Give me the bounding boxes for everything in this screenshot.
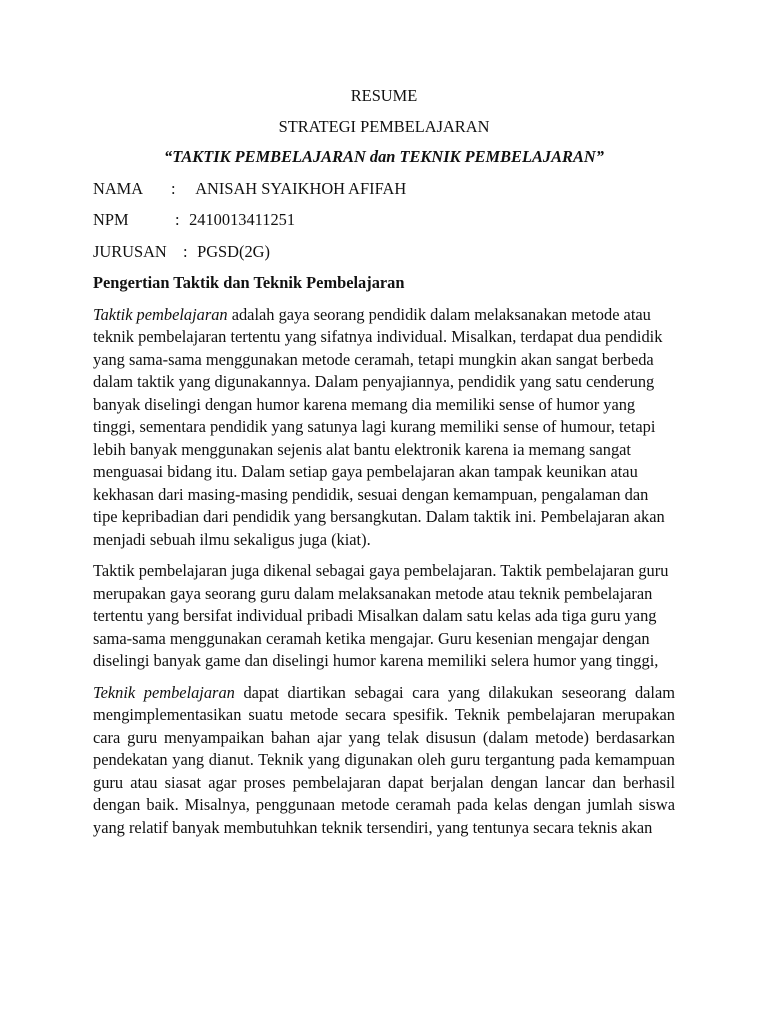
field-nama-sep: : [171,178,176,198]
field-jurusan [93,241,675,264]
field-nama-value: ANISAH SYAIKHOH AFIFAH [192,178,407,198]
document-body [93,85,675,848]
doc-title-topic: “TAKTIK PEMBELAJARAN dan TEKNIK PEMBELAJARAN” [164,147,604,166]
paragraph-taktik-term: Taktik pembelajaran [93,304,228,324]
field-npm-sep: : [175,210,180,229]
doc-title-course: STRATEGI PEMBELAJARAN [278,116,490,136]
field-jurusan-sep: : [183,241,188,261]
field-npm-label: NPM [93,210,129,229]
field-npm [93,209,675,232]
doc-title-resume: RESUME [350,86,418,105]
paragraph-taktik-text: adalah gaya seorang pendidik dalam melaksanakan metode atau teknik pembelajaran tertentu yang sifatnya individual. Misalkan, terdapat dua pendidik yang sama-sama menggunakan metode ceramah, tetapi mungkin akan sangat berbeda dalam taktik yang digunakannya. Dalam penyajiannya, pendidik yang satu cenderung banyak diselingi dengan humor karena memang dia memiliki sense of humor yang tinggi, sementara pendidik yang satunya lagi kurang memiliki sense of humour, tetapi lebih banyak menggunakan sejenis alat bantu elektronik karena ia memang sangat menguasai bidang itu. Dalam setiap gaya pembelajaran akan tampak keunikan atau kekhasan dari masing-masing pendidik, sesuai dengan kemampuan, pengalaman dan tipe kepribadian dari pendidik yang bersangkutan. Dalam taktik ini. Pembelajaran akan menjadi sebuah ilmu sekaligus juga (kiat). [93,304,665,549]
paragraph-teknik-term: Teknik pembelajaran [93,682,235,702]
field-jurusan-value: PGSD(2G) [193,241,270,261]
section-heading: Pengertian Taktik dan Teknik Pembelajaran [93,273,405,292]
paragraph-gaya: Taktik pembelajaran juga dikenal sebagai gaya pembelajaran. Taktik pembelajaran guru merupakan gaya seorang guru dalam melaksanakan metode atau teknik pembelajaran tertentu yang bersifat individual pribadi Misalkan dalam satu kelas ada tiga guru yang sama-sama menggunakan ceramah ketika mengajar. Guru kesenian mengajar dengan diselingi banyak game dan diselingi humor karena memiliki selera humor yang tinggi, [93,561,669,670]
paragraph-teknik [93,682,675,840]
paragraph-teknik-text: dapat diartikan sebagai cara yang dilakukan seseorang dalam mengimplementasikan suatu metode secara spesifik. Teknik pembelajaran merupakan cara guru menyampaikan bahan ajar yang telak disusun (dalam metode) berdasarkan pendekatan yang dianut. Teknik yang digunakan oleh guru tergantung pada kemampuan guru atau siasat agar proses pembelajaran dapat berjalan dengan lancar dan berhasil dengan baik. Misalnya, penggunaan metode ceramah pada kelas dengan jumlah siswa yang relatif banyak membutuhkan teknik tersendiri, yang tentunya secara teknis akan [93,682,676,837]
field-nama-label: NAMA [93,178,144,198]
paragraph-taktik [93,304,675,552]
field-nama [93,178,675,201]
field-jurusan-label: JURUSAN [93,241,167,261]
field-npm-value: 2410013411251 [185,210,296,229]
